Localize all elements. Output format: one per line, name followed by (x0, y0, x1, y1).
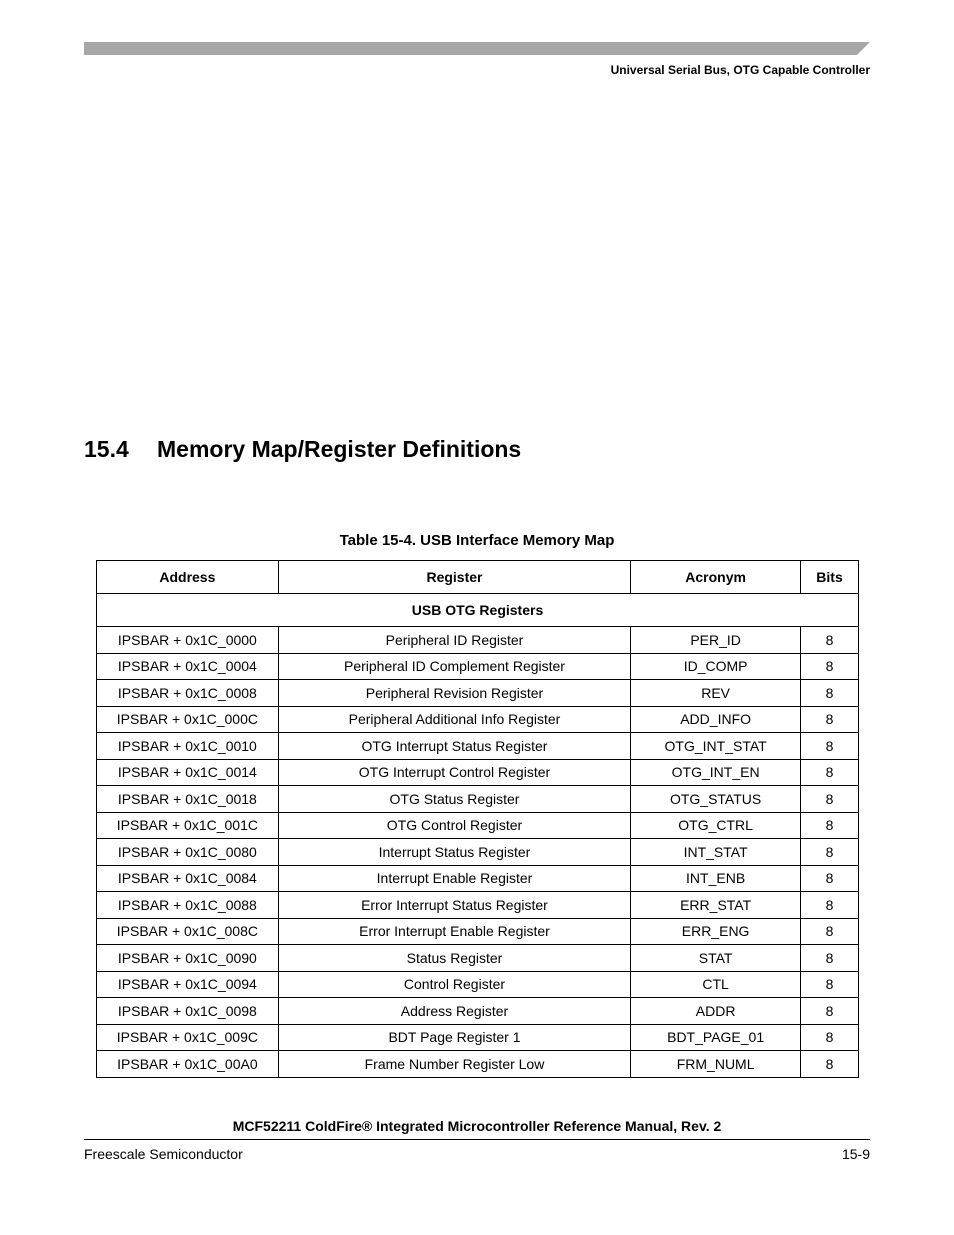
table-row (97, 733, 859, 760)
section-title: Memory Map/Register Definitions (157, 436, 522, 462)
acronym-cell: OTG_STATUS (631, 786, 801, 813)
table-row (97, 892, 859, 919)
group-row (97, 594, 859, 627)
bits-cell: 8 (801, 892, 859, 919)
bits-cell: 8 (801, 627, 859, 654)
address-cell: IPSBAR + 0x1C_0014 (97, 759, 279, 786)
register-cell: Peripheral Additional Info Register (278, 706, 630, 733)
memory-map-table (96, 560, 859, 1078)
address-cell: IPSBAR + 0x1C_0080 (97, 839, 279, 866)
register-cell: BDT Page Register 1 (278, 1024, 630, 1051)
register-cell: Error Interrupt Enable Register (278, 918, 630, 945)
bits-cell: 8 (801, 865, 859, 892)
acronym-cell: INT_ENB (631, 865, 801, 892)
address-cell: IPSBAR + 0x1C_008C (97, 918, 279, 945)
register-cell: OTG Interrupt Status Register (278, 733, 630, 760)
column-header-bits: Bits (801, 561, 859, 594)
address-cell: IPSBAR + 0x1C_0018 (97, 786, 279, 813)
acronym-cell: ADDR (631, 998, 801, 1025)
acronym-cell: FRM_NUML (631, 1051, 801, 1078)
register-cell: Peripheral Revision Register (278, 680, 630, 707)
footer-divider (84, 1139, 870, 1140)
acronym-cell: INT_STAT (631, 839, 801, 866)
address-cell: IPSBAR + 0x1C_000C (97, 706, 279, 733)
address-cell: IPSBAR + 0x1C_0090 (97, 945, 279, 972)
bits-cell: 8 (801, 653, 859, 680)
table-row (97, 627, 859, 654)
bits-cell: 8 (801, 1051, 859, 1078)
table-row (97, 1024, 859, 1051)
acronym-cell: ERR_STAT (631, 892, 801, 919)
register-cell: Error Interrupt Status Register (278, 892, 630, 919)
address-cell: IPSBAR + 0x1C_0004 (97, 653, 279, 680)
table-row (97, 865, 859, 892)
table-header-row (97, 561, 859, 594)
register-cell: Status Register (278, 945, 630, 972)
table-row (97, 998, 859, 1025)
acronym-cell: OTG_CTRL (631, 812, 801, 839)
bits-cell: 8 (801, 945, 859, 972)
register-cell: Control Register (278, 971, 630, 998)
address-cell: IPSBAR + 0x1C_001C (97, 812, 279, 839)
register-cell: Peripheral ID Complement Register (278, 653, 630, 680)
address-cell: IPSBAR + 0x1C_0084 (97, 865, 279, 892)
register-cell: Address Register (278, 998, 630, 1025)
footer-company: Freescale Semiconductor (84, 1146, 243, 1162)
bits-cell: 8 (801, 759, 859, 786)
address-cell: IPSBAR + 0x1C_009C (97, 1024, 279, 1051)
acronym-cell: ID_COMP (631, 653, 801, 680)
table-row (97, 839, 859, 866)
bits-cell: 8 (801, 706, 859, 733)
table-row (97, 653, 859, 680)
register-cell: Frame Number Register Low (278, 1051, 630, 1078)
address-cell: IPSBAR + 0x1C_0088 (97, 892, 279, 919)
table-row (97, 812, 859, 839)
table-row (97, 786, 859, 813)
address-cell: IPSBAR + 0x1C_0094 (97, 971, 279, 998)
table-row (97, 945, 859, 972)
table-row (97, 1051, 859, 1078)
register-cell: OTG Status Register (278, 786, 630, 813)
header-bar (84, 42, 870, 55)
acronym-cell: CTL (631, 971, 801, 998)
table-row (97, 971, 859, 998)
register-cell: Peripheral ID Register (278, 627, 630, 654)
bits-cell: 8 (801, 918, 859, 945)
footer-manual-title: MCF52211 ColdFire® Integrated Microcontroller Reference Manual, Rev. 2 (232, 1118, 722, 1134)
register-cell: OTG Control Register (278, 812, 630, 839)
address-cell: IPSBAR + 0x1C_0098 (97, 998, 279, 1025)
address-cell: IPSBAR + 0x1C_0010 (97, 733, 279, 760)
address-cell: IPSBAR + 0x1C_0000 (97, 627, 279, 654)
bits-cell: 8 (801, 839, 859, 866)
table-caption: Table 15-4. USB Interface Memory Map (339, 532, 615, 549)
bits-cell: 8 (801, 971, 859, 998)
column-header-address: Address (97, 561, 279, 594)
register-cell: Interrupt Enable Register (278, 865, 630, 892)
table-row (97, 759, 859, 786)
register-cell: Interrupt Status Register (278, 839, 630, 866)
acronym-cell: ERR_ENG (631, 918, 801, 945)
acronym-cell: REV (631, 680, 801, 707)
acronym-cell: STAT (631, 945, 801, 972)
group-label: USB OTG Registers (97, 594, 859, 627)
bits-cell: 8 (801, 733, 859, 760)
header-bar-shape (84, 42, 870, 55)
column-header-acronym: Acronym (631, 561, 801, 594)
bits-cell: 8 (801, 680, 859, 707)
footer-page-number: 15-9 (841, 1146, 870, 1162)
register-cell: OTG Interrupt Control Register (278, 759, 630, 786)
bits-cell: 8 (801, 786, 859, 813)
bits-cell: 8 (801, 998, 859, 1025)
table-row (97, 680, 859, 707)
address-cell: IPSBAR + 0x1C_00A0 (97, 1051, 279, 1078)
acronym-cell: OTG_INT_STAT (631, 733, 801, 760)
bits-cell: 8 (801, 1024, 859, 1051)
bits-cell: 8 (801, 812, 859, 839)
section-heading (84, 436, 521, 463)
acronym-cell: BDT_PAGE_01 (631, 1024, 801, 1051)
column-header-register: Register (278, 561, 630, 594)
table-row (97, 918, 859, 945)
acronym-cell: OTG_INT_EN (631, 759, 801, 786)
address-cell: IPSBAR + 0x1C_0008 (97, 680, 279, 707)
acronym-cell: PER_ID (631, 627, 801, 654)
section-number: 15.4 (84, 436, 129, 462)
table-row (97, 706, 859, 733)
running-header-title: Universal Serial Bus, OTG Capable Controller (610, 63, 870, 77)
acronym-cell: ADD_INFO (631, 706, 801, 733)
